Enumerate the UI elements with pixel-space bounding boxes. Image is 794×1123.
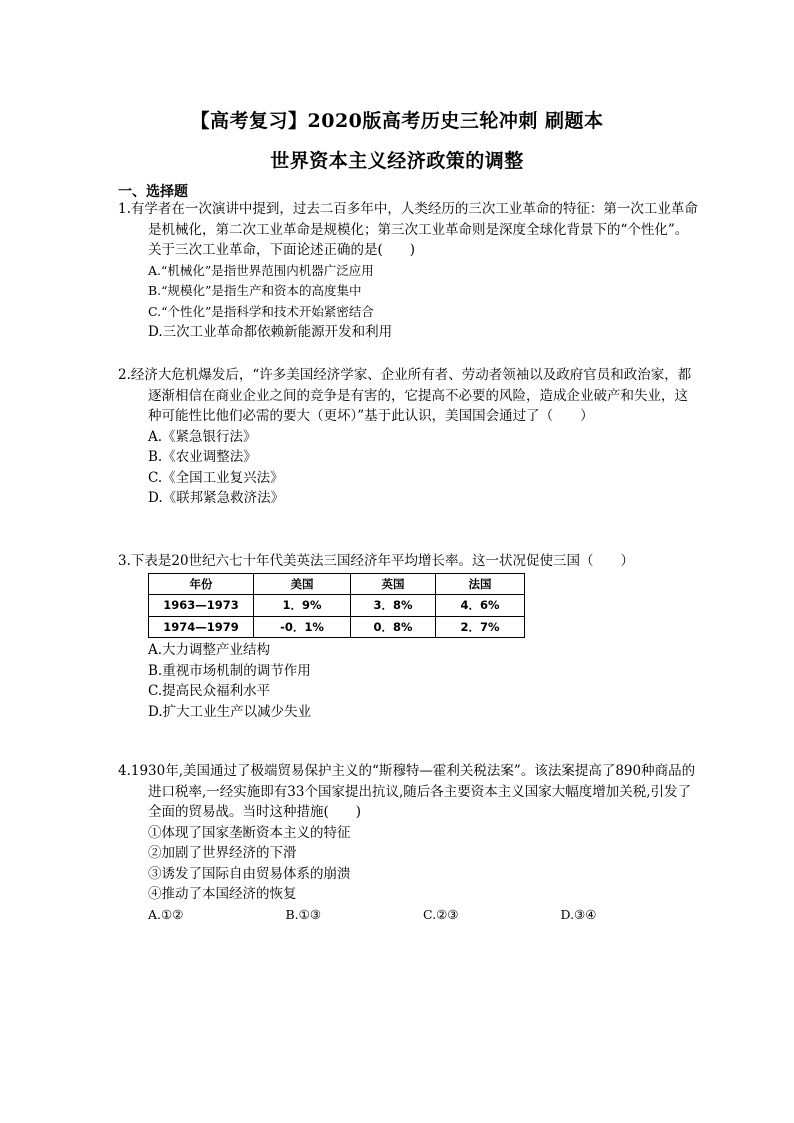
question-2 xyxy=(118,365,698,509)
question-4-item-3: ③诱发了国际自由贸易体系的崩溃 xyxy=(148,865,351,882)
question-3-option-d: D.扩大工业生产以减少失业 xyxy=(148,703,312,720)
question-4 xyxy=(118,761,698,925)
table-cell: 0．8% xyxy=(351,616,436,638)
question-2-option-a: A.《紧急银行法》 xyxy=(148,428,257,445)
question-1 xyxy=(118,199,698,343)
table-row xyxy=(149,616,525,638)
section-heading: 一、选择题 xyxy=(118,184,188,200)
question-1-option-d: D.三次工业革命都依赖新能源开发和利用 xyxy=(148,324,393,340)
question-1-option-b: B.“规模化”是指生产和资本的高度集中 xyxy=(148,283,362,298)
question-2-option-c: C.《全国工业复兴法》 xyxy=(148,469,284,486)
table-header-cell: 法国 xyxy=(436,573,525,595)
table-cell: -0．1% xyxy=(254,616,351,638)
question-3 xyxy=(118,551,698,722)
question-1-stem: 1.有学者在一次演讲中提到，过去二百多年中，人类经历的三次工业革命的特征：第一次工业革命是机械化，第二次工业革命是规模化；第三次工业革命则是深度全球化背景下的“个性化”。关于三次工业革命，下面论述正确的是( ) xyxy=(118,201,698,258)
question-2-option-d: D.《联邦紧急救济法》 xyxy=(148,490,285,506)
question-4-option-d: D.③④ xyxy=(560,906,597,922)
table-header-cell: 英国 xyxy=(351,573,436,595)
table-cell: 1963—1973 xyxy=(149,595,254,617)
question-3-stem: 3.下表是20世纪六七十年代美英法三国经济年平均增长率。这一状况促使三国（ ） xyxy=(118,553,635,569)
question-2-stem: 2.经济大危机爆发后，“许多美国经济学家、企业所有者、劳动者领袖以及政府官员和政治家，都逐渐相信在商业企业之间的竞争是有害的，它提高不必要的风险，造成企业破产和失业，这种可能性比他们必需的要大（更坏）”基于此认识，美国国会通过了（ ） xyxy=(118,367,692,424)
question-4-item-2: ②加剧了世界经济的下滑 xyxy=(148,845,297,861)
question-4-options xyxy=(118,905,698,926)
document-title: 【高考复习】2020版高考历史三轮冲刺 刷题本 xyxy=(190,110,604,132)
question-3-option-a: A.大力调整产业结构 xyxy=(148,642,271,658)
question-2-option-b: B.《农业调整法》 xyxy=(148,449,257,465)
question-3-option-c: C.提高民众福利水平 xyxy=(148,683,271,699)
question-1-option-a: A.“机械化”是指世界范围内机器广泛应用 xyxy=(148,262,374,278)
document-subtitle: 世界资本主义经济政策的调整 xyxy=(270,150,524,172)
question-4-option-c: C.②③ xyxy=(423,906,459,922)
table-row xyxy=(149,595,525,617)
question-4-item-1: ①体现了国家垄断资本主义的特征 xyxy=(148,824,351,841)
growth-rate-table xyxy=(148,573,525,639)
question-4-option-b: B.①③ xyxy=(285,906,322,922)
table-cell: 2．7% xyxy=(436,616,525,638)
table-header-cell: 美国 xyxy=(254,573,351,595)
table-header-cell: 年份 xyxy=(149,573,254,595)
table-cell: 4．6% xyxy=(436,595,525,617)
question-1-option-c: C.“个性化”是指科学和技术开始紧密结合 xyxy=(148,303,374,319)
question-4-option-a: A.①② xyxy=(148,906,184,922)
question-4-stem: 4.1930年,美国通过了极端贸易保护主义的“斯穆特—霍利关税法案”。该法案提高了890种商品的进口税率,一经实施即有33个国家提出抗议,随后各主要资本主义国家大幅度增加关税,引发了全面的贸易战。当时这种措施( ) xyxy=(118,763,696,820)
question-3-option-b: B.重视市场机制的调节作用 xyxy=(148,662,311,679)
table-cell: 3．8% xyxy=(351,595,436,617)
table-header-row xyxy=(149,573,525,595)
table-cell: 1974—1979 xyxy=(149,616,254,638)
table-cell: 1．9% xyxy=(254,595,351,617)
question-4-item-4: ④推动了本国经济的恢复 xyxy=(148,886,297,902)
